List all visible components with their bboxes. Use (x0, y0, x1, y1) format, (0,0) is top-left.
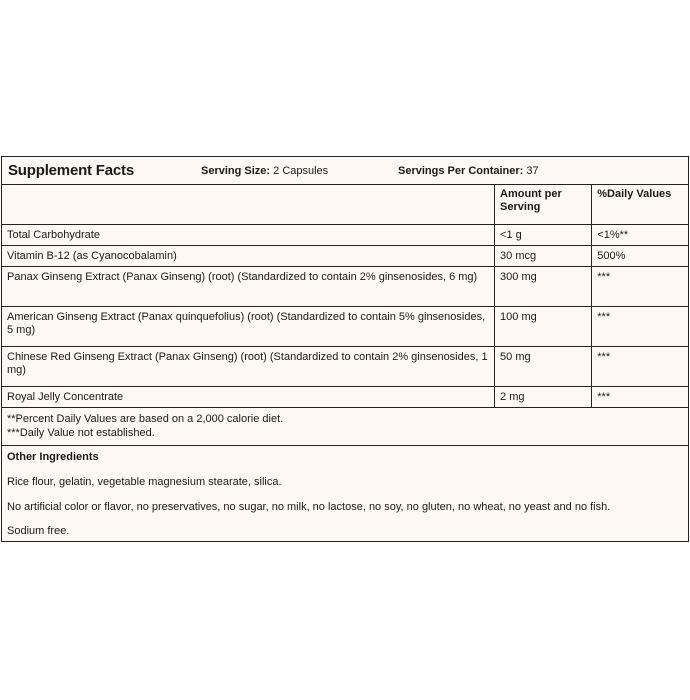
footnotes (2, 407, 688, 446)
table-row (2, 307, 688, 347)
table-row (2, 246, 688, 267)
serving-size (201, 165, 328, 177)
free-of-statement: No artificial color or flavor, no preservatives, no sugar, no milk, no lactose, no soy, no gluten, no wheat, no yeast and no fish. (7, 501, 611, 513)
footnote-not-established: ***Daily Value not established. (7, 427, 155, 439)
nutrient-daily: *** (592, 387, 688, 408)
table-header-row (2, 184, 688, 225)
nutrient-name: Royal Jelly Concentrate (2, 387, 495, 408)
nutrient-name: Total Carbohydrate (2, 225, 495, 246)
nutrient-table (2, 184, 688, 408)
serving-size-value: 2 Capsules (273, 165, 329, 177)
nutrient-amount: <1 g (495, 225, 592, 246)
nutrient-name: Chinese Red Ginseng Extract (Panax Ginseng) (root) (Standardized to contain 2% ginsenosides, 1 mg) (2, 347, 495, 387)
nutrient-daily: *** (592, 347, 688, 387)
sodium-statement: Sodium free. (7, 525, 70, 537)
daily-value-header: %Daily Values (592, 184, 688, 225)
nutrient-daily: *** (592, 267, 688, 307)
header-blank-cell (2, 184, 495, 225)
facts-header (2, 157, 688, 185)
other-ingredients-title: Other Ingredients (7, 451, 99, 463)
supplement-facts-panel (1, 156, 689, 542)
serving-size-label: Serving Size: (201, 165, 271, 177)
table-row (2, 225, 688, 246)
nutrient-name: Vitamin B-12 (as Cyanocobalamin) (2, 246, 495, 267)
nutrient-amount: 30 mcg (495, 246, 592, 267)
table-row (2, 267, 688, 307)
servings-per-container (398, 165, 539, 177)
nutrient-amount: 100 mg (495, 307, 592, 347)
table-row (2, 387, 688, 408)
amount-header: Amount per Serving (495, 184, 592, 225)
nutrient-amount: 300 mg (495, 267, 592, 307)
table-row (2, 347, 688, 387)
nutrient-name: American Ginseng Extract (Panax quinquefolius) (root) (Standardized to contain 5% ginsenosides, 5 mg) (2, 307, 495, 347)
nutrient-name: Panax Ginseng Extract (Panax Ginseng) (root) (Standardized to contain 2% ginsenosides, 6 mg) (2, 267, 495, 307)
servings-per-label: Servings Per Container: (398, 165, 524, 177)
nutrient-daily: 500% (592, 246, 688, 267)
footnote-daily-values: **Percent Daily Values are based on a 2,000 calorie diet. (7, 413, 284, 425)
ingredients-list: Rice flour, gelatin, vegetable magnesium stearate, silica. (7, 476, 282, 488)
nutrient-daily: <1%** (592, 225, 688, 246)
nutrient-daily: *** (592, 307, 688, 347)
nutrient-amount: 50 mg (495, 347, 592, 387)
nutrient-amount: 2 mg (495, 387, 592, 408)
panel-title: Supplement Facts (8, 162, 134, 179)
servings-per-value: 37 (526, 165, 539, 177)
